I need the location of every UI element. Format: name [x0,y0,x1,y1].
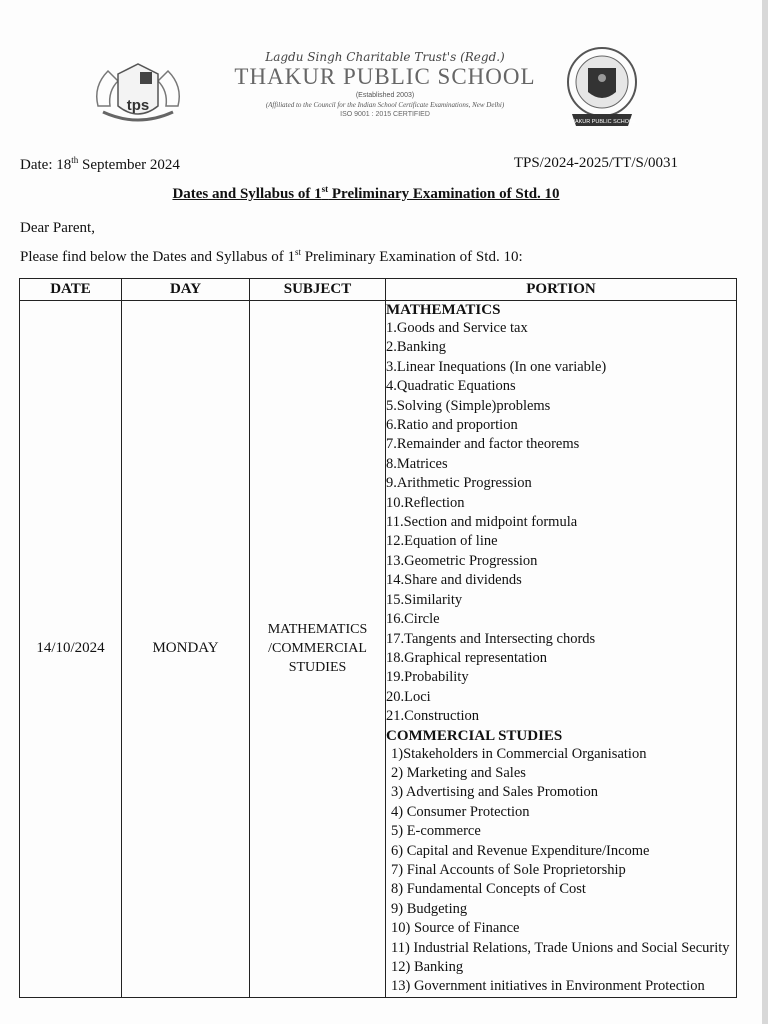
math-topic-item: 1.Goods and Service tax [386,320,528,336]
commercial-topic-item: 4) Consumer Protection [391,803,530,820]
commercial-heading: COMMERCIAL STUDIES [386,727,563,744]
math-topic-item: 8.Matrices [386,455,448,472]
table-header-row [20,279,737,301]
math-topic-item: 21.Construction [386,708,480,725]
commercial-topic-item: 3) Advertising and Sales Promotion [391,784,599,801]
commercial-topic-item: 8) Fundamental Concepts of Cost [391,881,586,898]
svg-text:THAKUR PUBLIC SCHOOL: THAKUR PUBLIC SCHOOL [567,119,637,125]
header-day: DAY [122,279,250,301]
exam-subject: MATHEMATICS /COMMERCIAL STUDIES [250,301,386,998]
math-topic-list [386,319,736,727]
exam-date: 14/10/2024 [20,301,122,998]
svg-text:tps: tps [126,97,150,114]
affiliation-line: (Affiliated to the Council for the Indian School Certificate Examinations, New Delhi) [265,101,505,109]
commercial-topic-item: 10) Source of Finance [391,920,520,937]
exam-portion [386,301,737,998]
commercial-topic-list [386,745,736,997]
document-title: Dates and Syllabus of 1st Preliminary Examination of Std. 10 [172,184,560,202]
salutation: Dear Parent, [20,220,95,236]
math-topic-item: 18.Graphical representation [386,649,548,666]
math-topic-item: 12.Equation of line [386,533,498,550]
commercial-topic-item: 7) Final Accounts of Sole Proprietorship [391,861,626,878]
math-topic-item: 10.Reflection [386,494,465,511]
commercial-topic-item: 13) Government initiatives in Environment Protection [391,978,705,995]
commercial-topic-item: 11) Industrial Relations, Trade Unions and Social Security [391,939,730,956]
commercial-topic-item: 12) Banking [391,959,464,975]
math-topic-item: 20.Loci [386,688,431,705]
math-topic-item: 2.Banking [386,339,447,356]
math-topic-item: 11.Section and midpoint formula [386,514,578,531]
math-topic-item: 17.Tangents and Intersecting chords [386,630,596,647]
school-name: THAKUR PUBLIC SCHOOL [234,64,536,89]
school-logo-left [88,46,188,130]
math-topic-item: 13.Geometric Progression [386,552,538,569]
math-topic-item: 19.Probability [386,669,469,686]
exam-schedule-table [19,278,737,998]
iso-certification: ISO 9001 : 2015 CERTIFIED [340,111,430,118]
math-topic-item: 4.Quadratic Equations [386,378,516,395]
commercial-topic-item: 2) Marketing and Sales [391,764,526,781]
math-topic-item: 3.Linear Inequations (In one variable) [386,358,607,375]
header-date: DATE [20,279,122,301]
commercial-topic-item: 6) Capital and Revenue Expenditure/Income [391,842,650,859]
math-topic-item: 15.Similarity [386,591,463,608]
reference-number: TPS/2024-2025/TT/S/0031 [513,155,678,171]
header-subject: SUBJECT [250,279,386,301]
trust-name: Lagdu Singh Charitable Trust's (Regd.) [265,50,505,64]
commercial-topic-item: 1)Stakeholders in Commercial Organisation [391,745,647,762]
commercial-topic-item: 5) E-commerce [391,823,481,840]
intro-text: Please find below the Dates and Syllabus of 1st Preliminary Examination of Std. 10: [20,247,523,265]
table-row [20,301,737,998]
math-topic-item: 14.Share and dividends [386,572,522,589]
math-topic-item: 7.Remainder and factor theorems [386,436,580,453]
letter-date: Date: 18th September 2024 [20,155,180,173]
math-topic-item: 6.Ratio and proportion [386,417,518,434]
school-crest-right [560,42,644,132]
exam-day: MONDAY [122,301,250,998]
math-topic-item: 5.Solving (Simple)problems [386,397,551,414]
math-topic-item: 9.Arithmetic Progression [386,475,532,492]
math-topic-item: 16.Circle [386,611,440,628]
established-line: (Established 2003) [355,92,415,99]
math-heading: MATHEMATICS [386,302,501,318]
commercial-topic-item: 9) Budgeting [391,900,468,917]
header-portion: PORTION [386,279,737,301]
